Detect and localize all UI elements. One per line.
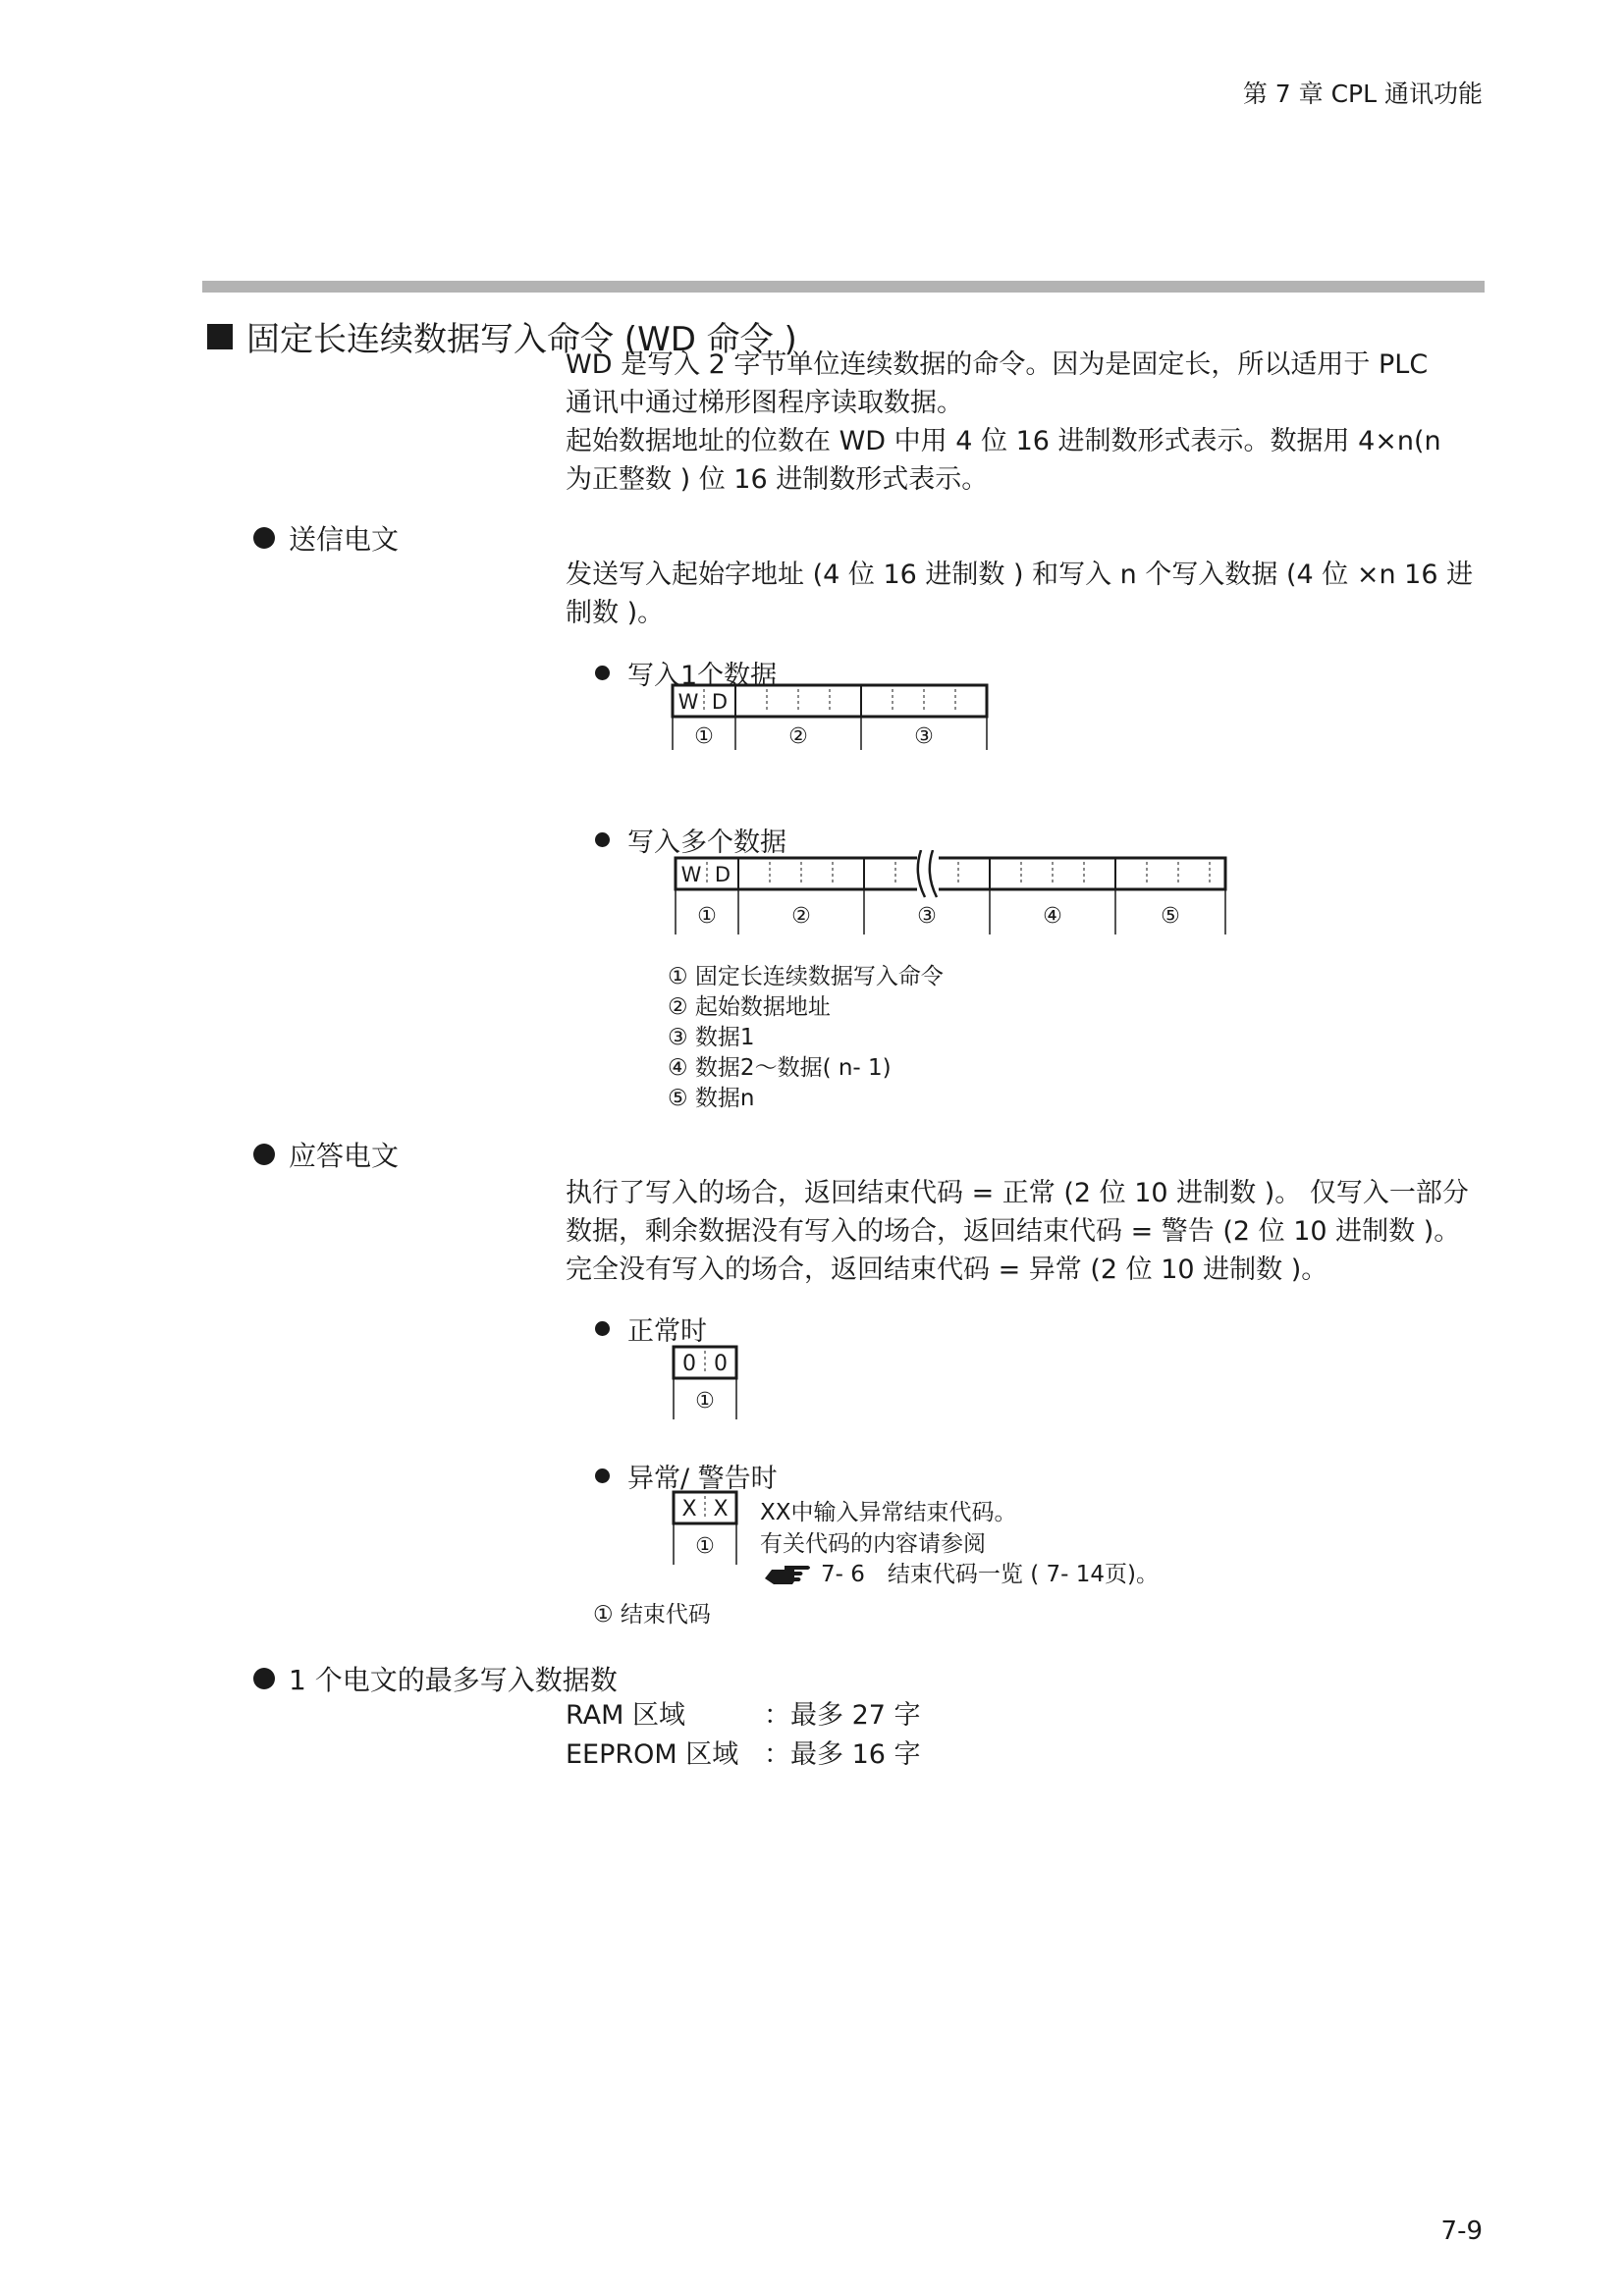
response-line: 执行了写入的场合，返回结束代码 = 正常 (2 位 10 进制数 )。 仅写入一部分 xyxy=(566,1178,1469,1208)
frame-mark: ③ xyxy=(914,724,934,749)
response-line: 完全没有写入的场合，返回结束代码 = 异常 (2 位 10 进制数 )。 xyxy=(566,1255,1328,1285)
intro-line: 为正整数 ) 位 16 进制数形式表示。 xyxy=(566,464,989,495)
end-code-digit: 0 xyxy=(682,1352,696,1376)
frame-mark: ② xyxy=(791,904,811,929)
frame-mark: ① xyxy=(697,904,717,929)
single-data-frame-diagram xyxy=(668,683,992,754)
error-response-diagram xyxy=(670,1490,742,1569)
legend-item: ① 固定长连续数据写入命令 xyxy=(668,964,944,989)
frame-cell-w: W xyxy=(677,690,699,714)
area-name: RAM 区域 xyxy=(566,1700,686,1731)
reference-link[interactable] xyxy=(762,1556,1159,1588)
bullet-icon xyxy=(253,1144,275,1165)
max-data-heading xyxy=(253,1659,618,1698)
send-heading-text: 送信电文 xyxy=(289,523,400,556)
normal-response-diagram xyxy=(670,1345,742,1423)
intro-line: 通讯中通过梯形图程序读取数据。 xyxy=(566,388,963,418)
square-bullet-icon xyxy=(207,324,233,349)
page-number: 7-9 xyxy=(1440,2216,1483,2246)
frame-mark: ① xyxy=(695,1389,715,1414)
error-note: XX中输入异常结束代码。 xyxy=(760,1500,1017,1525)
send-line: 制数 )。 xyxy=(566,598,665,628)
frame-box xyxy=(676,858,1225,889)
normal-label: 正常时 xyxy=(627,1316,707,1347)
normal-heading xyxy=(595,1309,707,1348)
response-heading xyxy=(253,1135,399,1174)
section-title-text: 固定长连续数据写入命令 (WD 命令 ) xyxy=(246,320,797,359)
bullet-icon xyxy=(253,1668,275,1689)
reference-text: 7- 6 结束代码一览 ( 7- 14页)。 xyxy=(821,1562,1159,1587)
send-paragraph xyxy=(566,556,1485,632)
frame-mark: ③ xyxy=(917,904,937,929)
max-data-table xyxy=(566,1696,921,1775)
response-heading-text: 应答电文 xyxy=(289,1140,400,1172)
bullet-icon xyxy=(595,1321,610,1336)
response-paragraph xyxy=(566,1174,1485,1289)
bullet-icon xyxy=(253,527,275,549)
area-name: EEPROM 区域 xyxy=(566,1739,739,1770)
frame-mark: ⑤ xyxy=(1161,904,1180,929)
frame-mark: ④ xyxy=(1043,904,1062,929)
bullet-icon xyxy=(595,832,610,847)
intro-paragraph xyxy=(566,346,1485,499)
chapter-header: 第 7 章 CPL 通讯功能 xyxy=(1242,80,1483,108)
legend-item: ⑤ 数据n xyxy=(668,1086,755,1111)
end-code-digit: 0 xyxy=(714,1352,728,1376)
frame-mark: ① xyxy=(694,724,714,749)
error-label: 异常/ 警告时 xyxy=(627,1464,778,1494)
intro-line: WD 是写入 2 字节单位连续数据的命令。因为是固定长，所以适用于 PLC xyxy=(566,349,1429,380)
end-code-legend: ① 结束代码 xyxy=(593,1602,711,1628)
send-line: 发送写入起始字地址 (4 位 16 进制数 ) 和写入 n 个写入数据 (4 位 ×n 16 进 xyxy=(566,560,1474,590)
legend-item: ② 起始数据地址 xyxy=(668,994,831,1020)
response-line: 数据，剩余数据没有写入的场合，返回结束代码 = 警告 (2 位 10 进制数 )。 xyxy=(566,1216,1461,1247)
multi-data-label: 写入多个数据 xyxy=(627,828,786,858)
max-data-row xyxy=(566,1735,921,1775)
single-data-label: 写入1个数据 xyxy=(627,661,778,691)
section-divider xyxy=(202,281,1485,293)
end-code-digit: X xyxy=(713,1497,729,1522)
area-value: ：最多 27 字 xyxy=(764,1700,921,1731)
intro-line: 起始数据地址的位数在 WD 中用 4 位 16 进制数形式表示。数据用 4×n(n xyxy=(566,426,1441,456)
frame-cell-d: D xyxy=(714,863,731,886)
multi-data-frame-diagram xyxy=(668,850,1237,938)
pointing-hand-icon xyxy=(762,1558,813,1587)
frame-cell-d: D xyxy=(711,690,729,714)
legend-item: ④ 数据2～数据( n- 1) xyxy=(668,1055,892,1081)
area-value: ：最多 16 字 xyxy=(764,1739,921,1770)
reference-note: 有关代码的内容请参阅 xyxy=(760,1531,986,1557)
frame-mark: ① xyxy=(695,1534,715,1559)
frame-mark: ② xyxy=(788,724,808,749)
field-legend xyxy=(668,962,944,1114)
bullet-icon xyxy=(595,1468,610,1483)
send-heading xyxy=(253,518,399,558)
max-data-heading-text: 1 个电文的最多写入数据数 xyxy=(289,1664,618,1696)
frame-cell-w: W xyxy=(680,863,702,886)
end-code-digit: X xyxy=(681,1497,697,1522)
bullet-icon xyxy=(595,666,610,680)
legend-item: ③ 数据1 xyxy=(668,1025,755,1050)
max-data-row xyxy=(566,1696,921,1735)
